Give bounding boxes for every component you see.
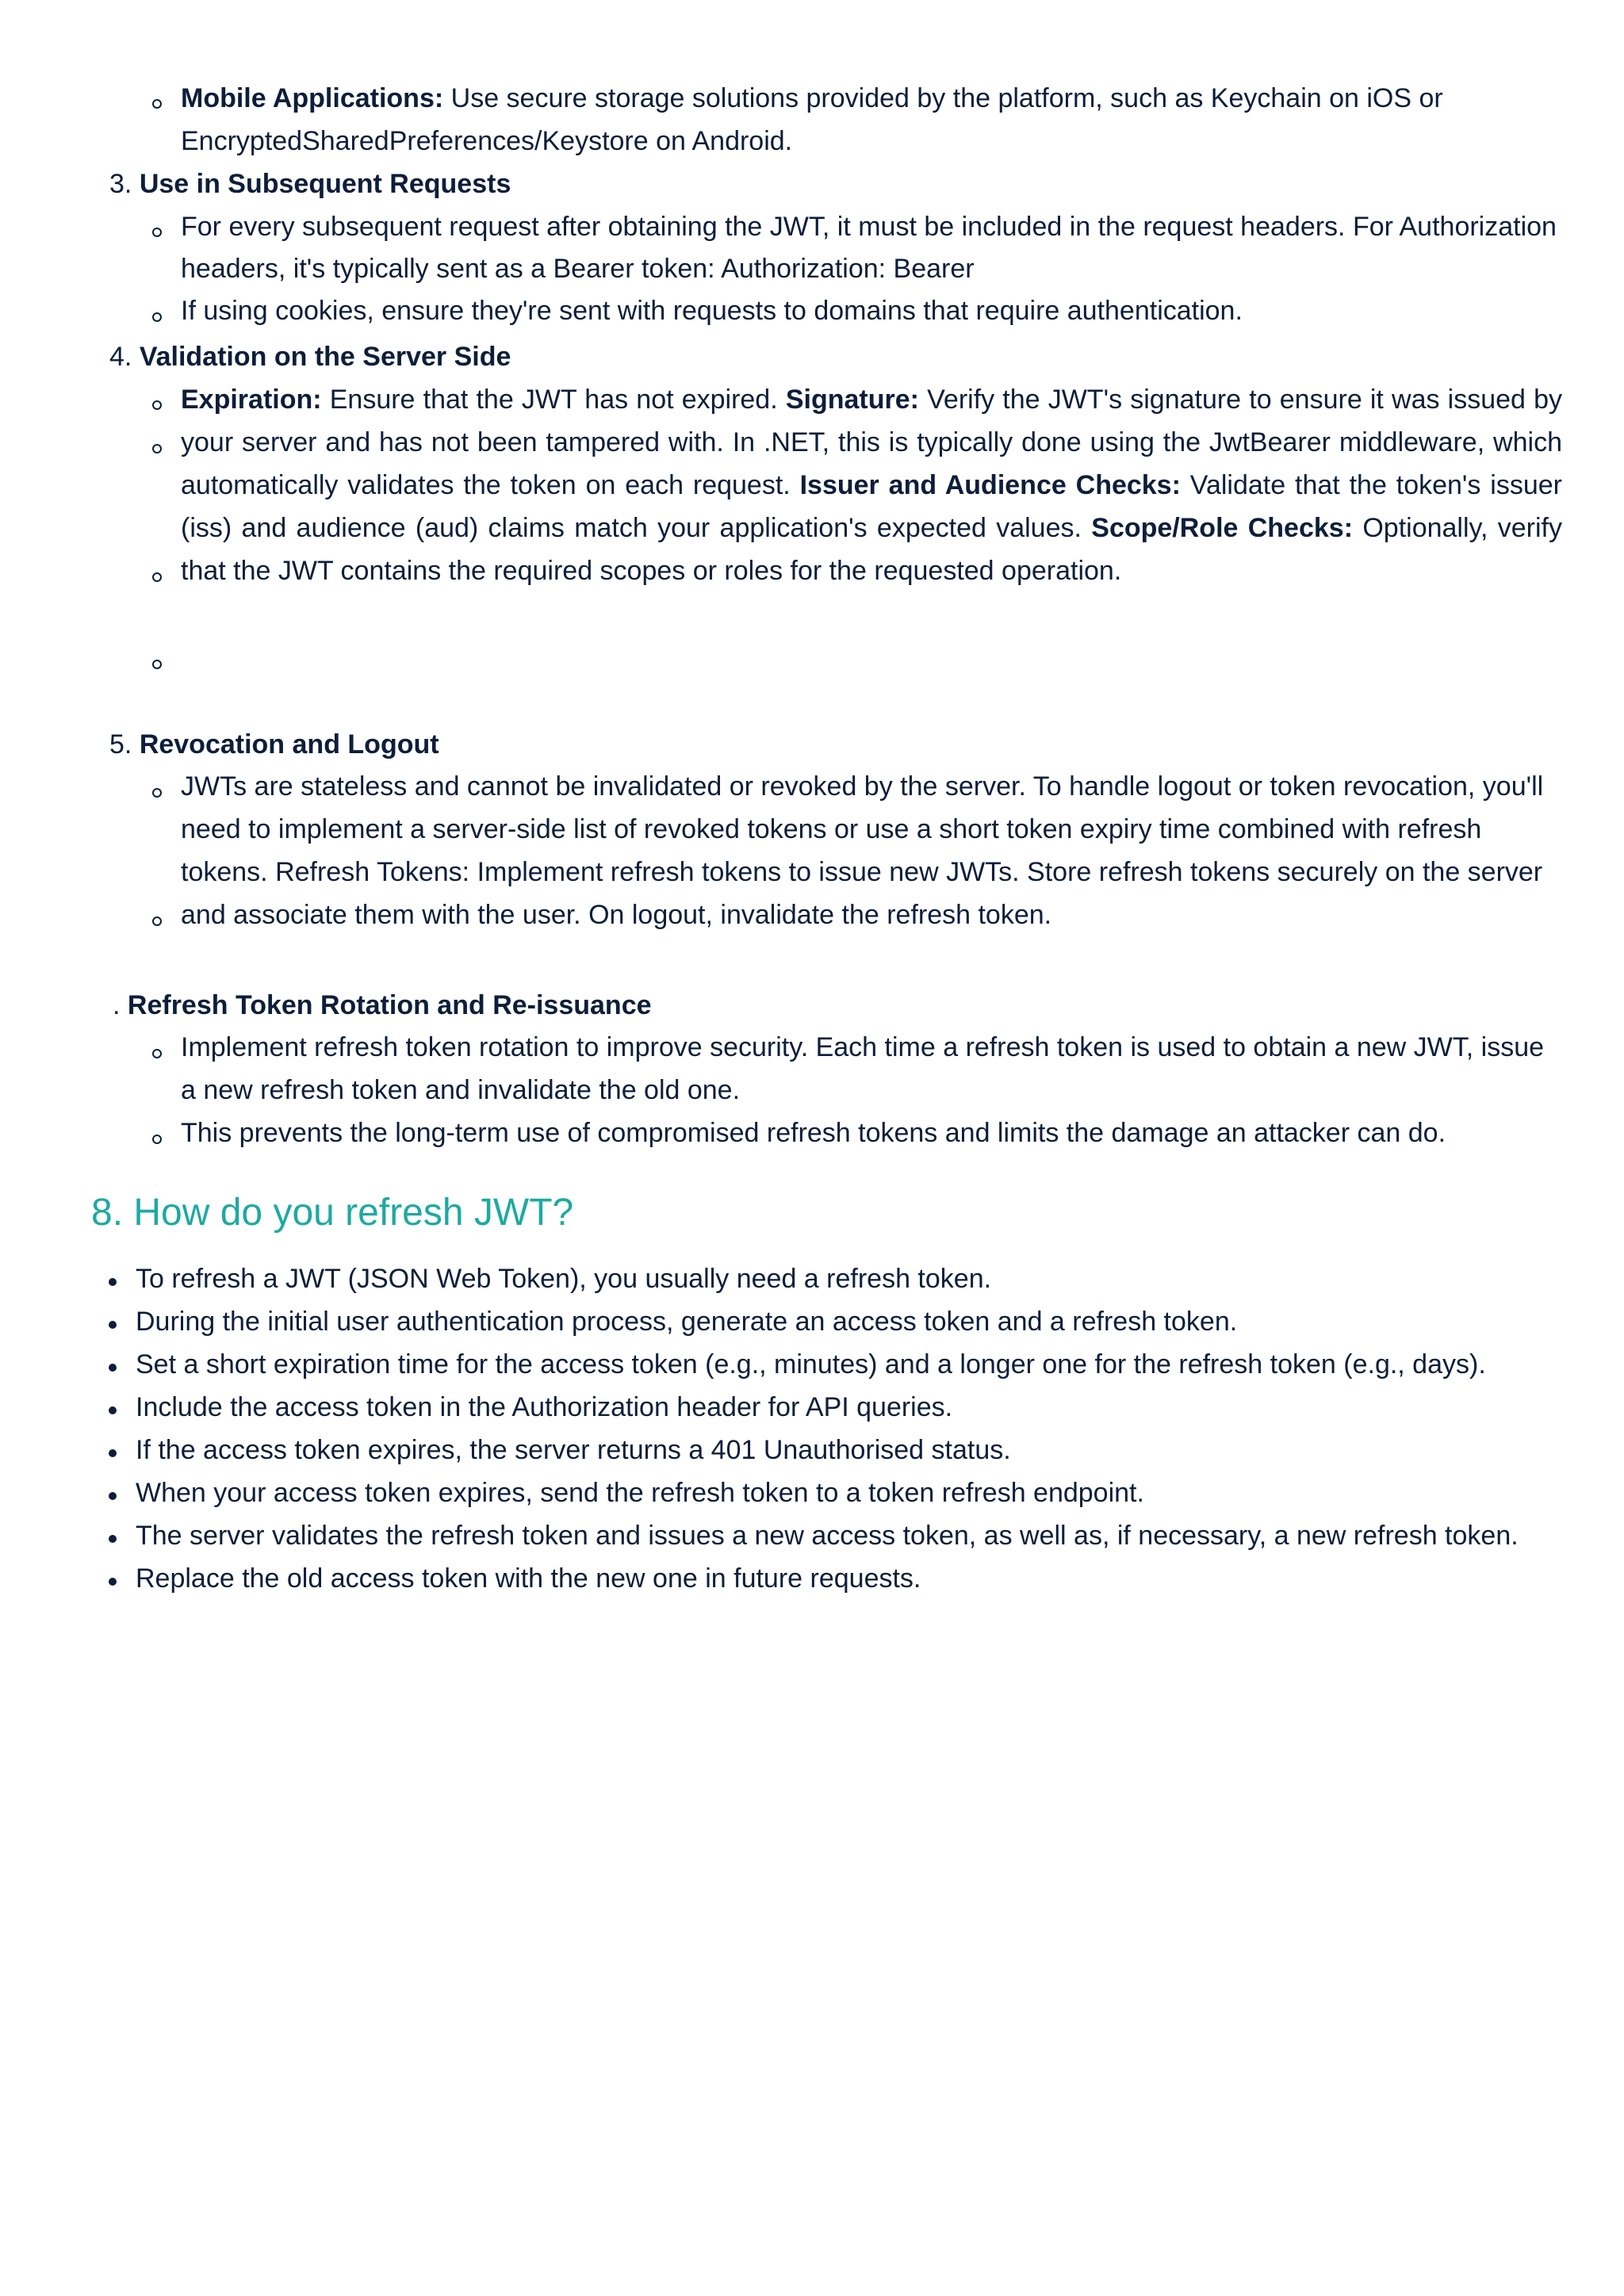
- step5-line-1: JWTs are stateless and cannot be invalidated or revoked by the server. To handle logout or token revocation, you'll: [181, 771, 1544, 802]
- list-item: If the access token expires, the server returns a 401 Unauthorised status.: [136, 1435, 1011, 1465]
- step4-line-3: [181, 469, 1562, 501]
- step5-line-3: tokens. Refresh Tokens: Implement refresh tokens to issue new JWTs. Store refresh tokens securely on the server: [181, 857, 1543, 887]
- step4-title: Validation on the Server Side: [139, 342, 511, 372]
- list-item: Replace the old access token with the new one in future requests.: [136, 1563, 921, 1594]
- step4-line-4: [181, 512, 1562, 544]
- step6-number: .: [113, 990, 128, 1020]
- list-item: The server validates the refresh token and issues a new access token, as well as, if necessary, a new refresh token.: [136, 1521, 1519, 1551]
- step3-number: 3.: [109, 169, 140, 199]
- scope-label: Scope/Role Checks:: [1091, 513, 1354, 543]
- sub-bullet-icon: [152, 444, 162, 453]
- section-8-heading: 8. How do you refresh JWT?: [91, 1192, 574, 1234]
- mobile-text-1: Use secure storage solutions provided by the platform, such as Keychain on iOS or: [443, 83, 1443, 113]
- sub-bullet-icon: [152, 788, 162, 798]
- mobile-label: Mobile Applications:: [181, 83, 444, 113]
- step6-bullet1-line2: a new refresh token and invalidate the old one.: [181, 1075, 741, 1105]
- expiration-text: Ensure that the JWT has not expired.: [321, 385, 786, 415]
- issuer-text: Validate that the token's issuer: [1180, 470, 1562, 500]
- mobile-line-2: EncryptedSharedPreferences/Keystore on Android.: [181, 126, 793, 156]
- step6-bullet2: This prevents the long-term use of compromised refresh tokens and limits the damage an attacker can do.: [181, 1118, 1446, 1148]
- step4-number: 4.: [109, 342, 140, 372]
- bullet-icon: [109, 1364, 117, 1372]
- sub-bullet-icon: [152, 99, 162, 109]
- step4-line4-text: (iss) and audience (aud) claims match your application's expected values.: [181, 513, 1092, 543]
- step3-bullet1-line1: For every subsequent request after obtaining the JWT, it must be included in the request headers. For Authorization: [181, 212, 1557, 242]
- step4-line3-text: automatically validates the token on each request.: [181, 470, 800, 500]
- step4-heading: [109, 341, 511, 373]
- step5-title: Revocation and Logout: [139, 729, 439, 760]
- list-item: Set a short expiration time for the access token (e.g., minutes) and a longer one for the refresh token (e.g., days).: [136, 1349, 1486, 1380]
- list-item: Include the access token in the Authorization header for API queries.: [136, 1392, 953, 1422]
- step3-heading: [109, 168, 511, 200]
- bullet-icon: [109, 1578, 117, 1586]
- sub-bullet-icon: [152, 1049, 162, 1058]
- issuer-label: Issuer and Audience Checks:: [799, 470, 1181, 500]
- step4-line-1: [181, 384, 1562, 415]
- step4-line-2: your server and has not been tampered with. In .NET, this is typically done using the JwtBearer middleware, which: [181, 427, 1562, 457]
- bullet-icon: [109, 1449, 117, 1457]
- sub-bullet-icon: [152, 312, 162, 322]
- sub-bullet-icon: [152, 916, 162, 926]
- sub-bullet-icon: [152, 660, 162, 669]
- signature-label: Signature:: [785, 385, 919, 415]
- bullet-icon: [109, 1278, 117, 1286]
- list-item: When your access token expires, send the refresh token to a token refresh endpoint.: [136, 1478, 1144, 1508]
- step4-line-5: that the JWT contains the required scopes or roles for the requested operation.: [181, 556, 1122, 586]
- list-item: To refresh a JWT (JSON Web Token), you usually need a refresh token.: [136, 1264, 992, 1294]
- scope-text: Optionally, verify: [1353, 513, 1562, 543]
- bullet-icon: [109, 1406, 117, 1414]
- list-item: During the initial user authentication process, generate an access token and a refresh token.: [136, 1307, 1238, 1337]
- step6-title: Refresh Token Rotation and Re-issuance: [127, 990, 652, 1020]
- step5-line-4: and associate them with the user. On logout, invalidate the refresh token.: [181, 900, 1052, 930]
- bullet-icon: [109, 1492, 117, 1500]
- step5-heading: [109, 729, 439, 760]
- sub-bullet-icon: [152, 400, 162, 410]
- step5-line-2: need to implement a server-side list of revoked tokens or use a short token expiry time combined with refresh: [181, 814, 1482, 844]
- bullet-icon: [109, 1535, 117, 1543]
- step3-bullet2: If using cookies, ensure they're sent with requests to domains that require authentication.: [181, 296, 1243, 326]
- expiration-label: Expiration:: [181, 385, 322, 415]
- sub-bullet-icon: [152, 228, 162, 237]
- step6-bullet1-line1: Implement refresh token rotation to improve security. Each time a refresh token is used to obtain a new JWT, issue: [181, 1032, 1545, 1062]
- bullet-icon: [109, 1321, 117, 1329]
- sub-bullet-icon: [152, 1135, 162, 1144]
- step3-bullet1-line2: headers, it's typically sent as a Bearer token: Authorization: Bearer: [181, 254, 975, 284]
- sub-bullet-icon: [152, 572, 162, 582]
- step5-number: 5.: [109, 729, 140, 760]
- signature-text: Verify the JWT's signature to ensure it was issued by: [918, 385, 1563, 415]
- step6-heading: [113, 989, 652, 1021]
- mobile-line-1: [181, 82, 1443, 114]
- step3-title: Use in Subsequent Requests: [139, 169, 511, 199]
